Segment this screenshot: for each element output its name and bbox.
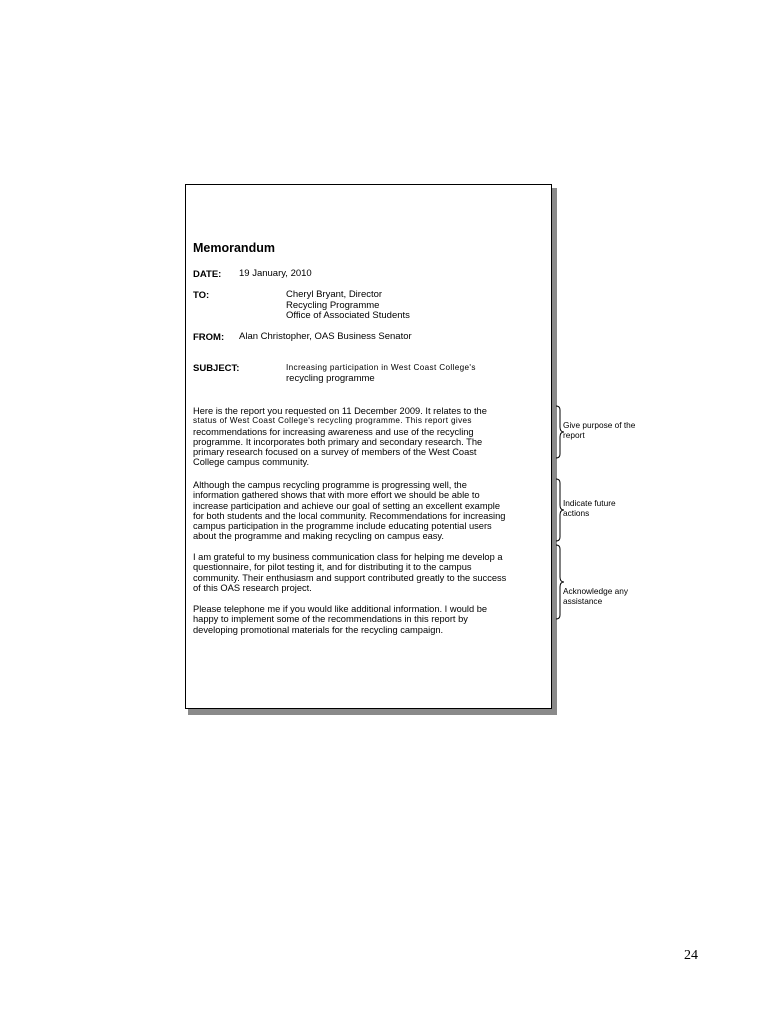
- paragraph-line: Here is the report you requested on 11 December 2009. It relates to the: [193, 406, 487, 416]
- paragraph-line: recommendations for increasing awareness and use of the recycling: [193, 426, 474, 437]
- paragraph-line: for both students and the local community. Recommendations for increasing: [193, 510, 506, 521]
- date-value: 19 January, 2010: [239, 268, 312, 279]
- to-line: Recycling Programme: [286, 299, 380, 311]
- note-line: assistance: [563, 595, 603, 606]
- paragraph-line: community. Their enthusiasm and support contributed greatly to the success: [193, 572, 507, 583]
- paragraph-line: Please telephone me if you would like additional information. I would be: [193, 604, 488, 614]
- paragraph-line: increase participation and achieve our goal of setting an excellent example: [193, 500, 500, 511]
- body-paragraph-4: [193, 604, 528, 635]
- note-line: actions: [563, 507, 590, 518]
- from-value: Alan Christopher, OAS Business Senator: [239, 331, 412, 342]
- note-line: Give purpose of the: [563, 420, 636, 430]
- paragraph-line: about the programme and making recycling on campus easy.: [193, 531, 444, 542]
- paragraph-line: information gathered shows that with more effort we should be able to: [193, 490, 480, 501]
- paragraph-line: programme. It incorporates both primary and secondary research. The: [193, 436, 483, 447]
- paragraph-line: campus participation in the programme include educating potential users: [193, 521, 492, 532]
- body-paragraph-3: [193, 552, 528, 593]
- note-line: report: [563, 429, 585, 440]
- to-line: Cheryl Bryant, Director: [286, 289, 383, 300]
- paragraph-line: developing promotional materials for the recycling campaign.: [193, 624, 444, 635]
- body-paragraph-2: [193, 480, 528, 542]
- to-line: Office of Associated Students: [286, 310, 410, 321]
- paragraph-line: primary research focused on a survey of members of the West Coast: [193, 447, 477, 458]
- margin-note-assistance: [563, 587, 653, 606]
- paragraph-line: Although the campus recycling programme is progressing well, the: [193, 480, 467, 490]
- paragraph-line: status of West Coast College's recycling programme. This report gives: [193, 416, 472, 426]
- note-line: Indicate future: [563, 498, 616, 508]
- paragraph-line: of this OAS research project.: [193, 582, 312, 593]
- body-paragraph-1: [193, 406, 528, 468]
- to-recipient: [286, 290, 410, 322]
- page-number: 24: [684, 948, 698, 963]
- note-line: Acknowledge any: [563, 586, 629, 596]
- paragraph-line: questionnaire, for pilot testing it, and for distributing it to the campus: [193, 562, 472, 573]
- subject-label: SUBJECT:: [193, 363, 240, 374]
- margin-note-future-actions: [563, 499, 653, 518]
- paragraph-line: I am grateful to my business communication class for helping me develop a: [193, 552, 503, 562]
- annotation-bracket: [555, 544, 565, 620]
- subject-value: [286, 363, 476, 384]
- subject-line: recycling programme: [286, 372, 375, 384]
- to-label: TO:: [193, 290, 210, 301]
- from-label: FROM:: [193, 332, 225, 343]
- memo-panel: [185, 184, 552, 709]
- paragraph-line: College campus community.: [193, 457, 310, 468]
- paragraph-line: happy to implement some of the recommendations in this report by: [193, 614, 468, 625]
- date-label: DATE:: [193, 269, 222, 280]
- margin-note-purpose: [563, 421, 653, 440]
- memo-title: Memorandum: [193, 241, 275, 255]
- subject-line: Increasing participation in West Coast College's: [286, 363, 476, 372]
